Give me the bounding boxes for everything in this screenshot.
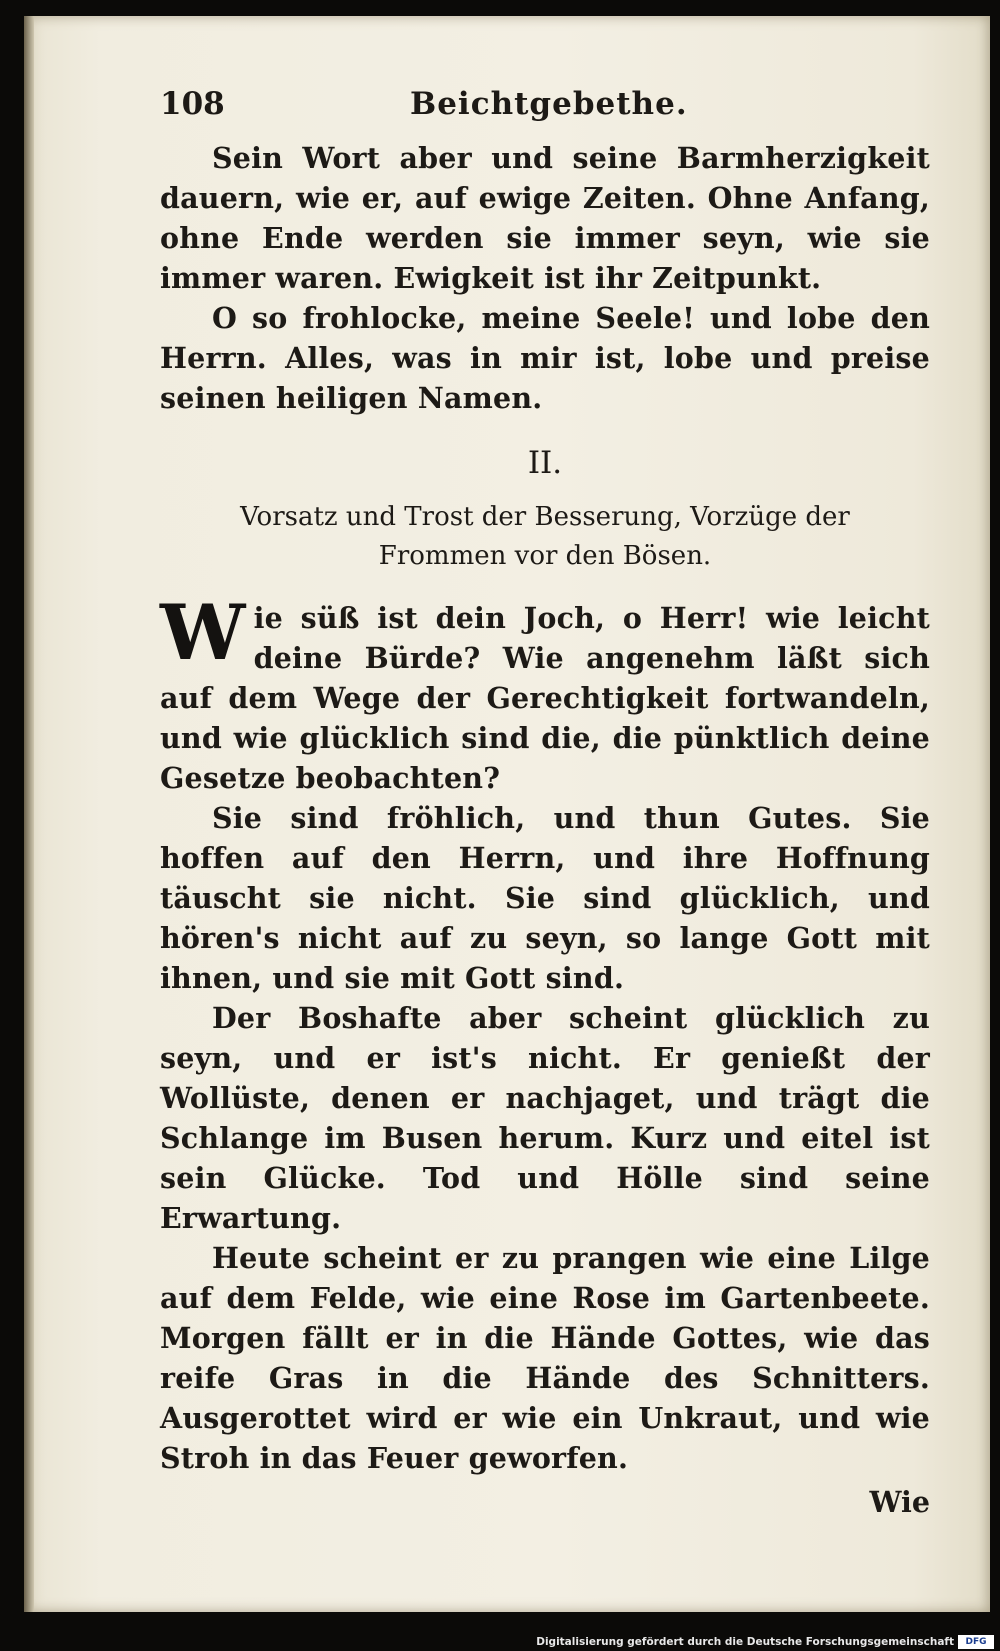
initial-letter: W [160,588,246,677]
book-page [24,16,990,1612]
running-head: Beichtgebethe. [410,86,688,122]
page-text-block [160,86,930,1522]
section-subtitle: Vorsatz und Trost der Besserung, Vorzüge der Frommen vor den Bösen. [240,502,850,571]
section-number: II. [527,445,563,481]
dfg-credit-text: Digitalisierung gefördert durch die Deutsche Forschungsgemeinschaft [536,1636,954,1648]
initial-paragraph-text: ie süß ist dein Joch, o Herr! wie leicht deine Bürde? Wie angenehm läßt sich auf dem Wege der Gerechtigkeit fortwandeln, und wie glücklich sind die, die pünktlich deine Gesetze beobachten? [160,601,930,795]
catchword: Wie [869,1485,930,1519]
page-spine-shadow [24,16,34,1612]
paragraph-2: O so frohlocke, meine Seele! und lobe den Herrn. Alles, was in mir ist, lobe und preise seinen heiligen Namen. [160,301,930,415]
footer-bar [0,1631,1000,1651]
paragraph-3: Sie sind fröhlich, und thun Gutes. Sie hoffen auf den Herrn, und ihre Hoffnung täuscht sie nicht. Sie sind glücklich, und hören's nicht auf zu seyn, so lange Gott mit ihnen, und sie mit Gott sind. [160,801,930,995]
page-number: 108 [160,86,225,122]
paragraph-4: Der Boshafte aber scheint glücklich zu seyn, und er ist's nicht. Er genießt der Wollüste, denen er nachjaget, und trägt die Schlange im Busen herum. Kurz und eitel ist sein Glücke. Tod und Hölle sind seine Erwartung. [160,1001,930,1235]
paragraph-initial [160,588,930,798]
page-header [160,86,930,138]
dfg-logo-icon: DFG [958,1635,994,1649]
paragraph-5: Heute scheint er zu prangen wie eine Lilge auf dem Felde, wie eine Rose im Gartenbeete. Morgen fällt er in die Hände Gottes, wie das reife Gras in die Hände des Schnitters. Ausgerottet wird er wie ein Unkraut, und wie Stroh in das Feuer geworfen. [160,1241,930,1475]
paragraph-1: Sein Wort aber und seine Barmherzigkeit dauern, wie er, auf ewige Zeiten. Ohne Anfang, ohne Ende werden sie immer seyn, wie sie immer waren. Ewigkeit ist ihr Zeitpunkt. [160,141,930,295]
